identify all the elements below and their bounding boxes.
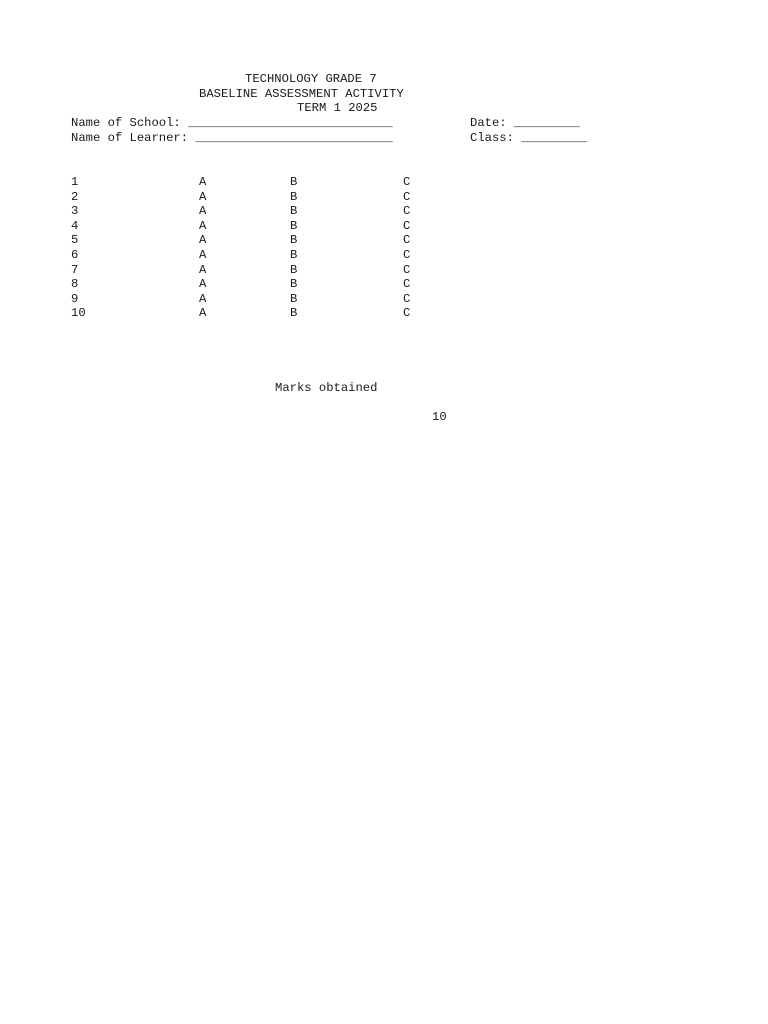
question-number: 4 bbox=[71, 218, 79, 233]
answer-row bbox=[0, 204, 768, 219]
option-b: B bbox=[290, 233, 298, 248]
option-c: C bbox=[403, 218, 411, 233]
option-b: B bbox=[290, 218, 298, 233]
question-number: 9 bbox=[71, 291, 79, 306]
option-c: C bbox=[403, 189, 411, 204]
question-number: 3 bbox=[71, 204, 79, 219]
option-b: B bbox=[290, 248, 298, 262]
option-b: B bbox=[290, 189, 298, 204]
question-number: 6 bbox=[71, 248, 79, 262]
option-c: C bbox=[403, 248, 411, 262]
answer-row bbox=[0, 248, 768, 263]
option-c: C bbox=[403, 175, 411, 189]
answer-row bbox=[0, 190, 768, 205]
option-a: A bbox=[199, 291, 207, 306]
option-a: A bbox=[199, 277, 207, 292]
question-number: 7 bbox=[71, 262, 79, 277]
date-field: Date: _________ bbox=[470, 116, 580, 130]
marks-total: 10 bbox=[432, 410, 447, 424]
question-number: 10 bbox=[71, 306, 86, 321]
option-c: C bbox=[403, 233, 411, 248]
option-a: A bbox=[199, 204, 207, 219]
option-a: A bbox=[199, 175, 207, 189]
answer-row bbox=[0, 306, 768, 321]
school-name-field: Name of School: ____________________________ bbox=[71, 116, 393, 130]
answer-row bbox=[0, 263, 768, 278]
question-number: 5 bbox=[71, 233, 79, 248]
option-b: B bbox=[290, 291, 298, 306]
option-b: B bbox=[290, 277, 298, 292]
option-a: A bbox=[199, 262, 207, 277]
answer-row bbox=[0, 175, 768, 190]
option-c: C bbox=[403, 262, 411, 277]
option-a: A bbox=[199, 233, 207, 248]
option-c: C bbox=[403, 204, 411, 219]
question-number: 1 bbox=[71, 175, 79, 189]
option-b: B bbox=[290, 175, 298, 189]
option-a: A bbox=[199, 306, 207, 321]
answer-row bbox=[0, 233, 768, 248]
option-a: A bbox=[199, 248, 207, 262]
title-line-3: TERM 1 2025 bbox=[297, 101, 378, 115]
option-c: C bbox=[403, 291, 411, 306]
option-a: A bbox=[199, 189, 207, 204]
answer-row bbox=[0, 219, 768, 234]
question-number: 2 bbox=[71, 189, 79, 204]
answer-row bbox=[0, 277, 768, 292]
question-number: 8 bbox=[71, 277, 79, 292]
class-field: Class: _________ bbox=[470, 131, 588, 145]
option-c: C bbox=[403, 306, 411, 321]
option-b: B bbox=[290, 262, 298, 277]
learner-name-field: Name of Learner: ___________________________ bbox=[71, 131, 393, 145]
option-b: B bbox=[290, 306, 298, 321]
title-line-1: TECHNOLOGY GRADE 7 bbox=[245, 72, 377, 86]
option-a: A bbox=[199, 218, 207, 233]
option-c: C bbox=[403, 277, 411, 292]
title-line-2: BASELINE ASSESSMENT ACTIVITY bbox=[199, 87, 404, 101]
answer-row bbox=[0, 292, 768, 307]
option-b: B bbox=[290, 204, 298, 219]
marks-obtained-label: Marks obtained bbox=[275, 381, 378, 395]
